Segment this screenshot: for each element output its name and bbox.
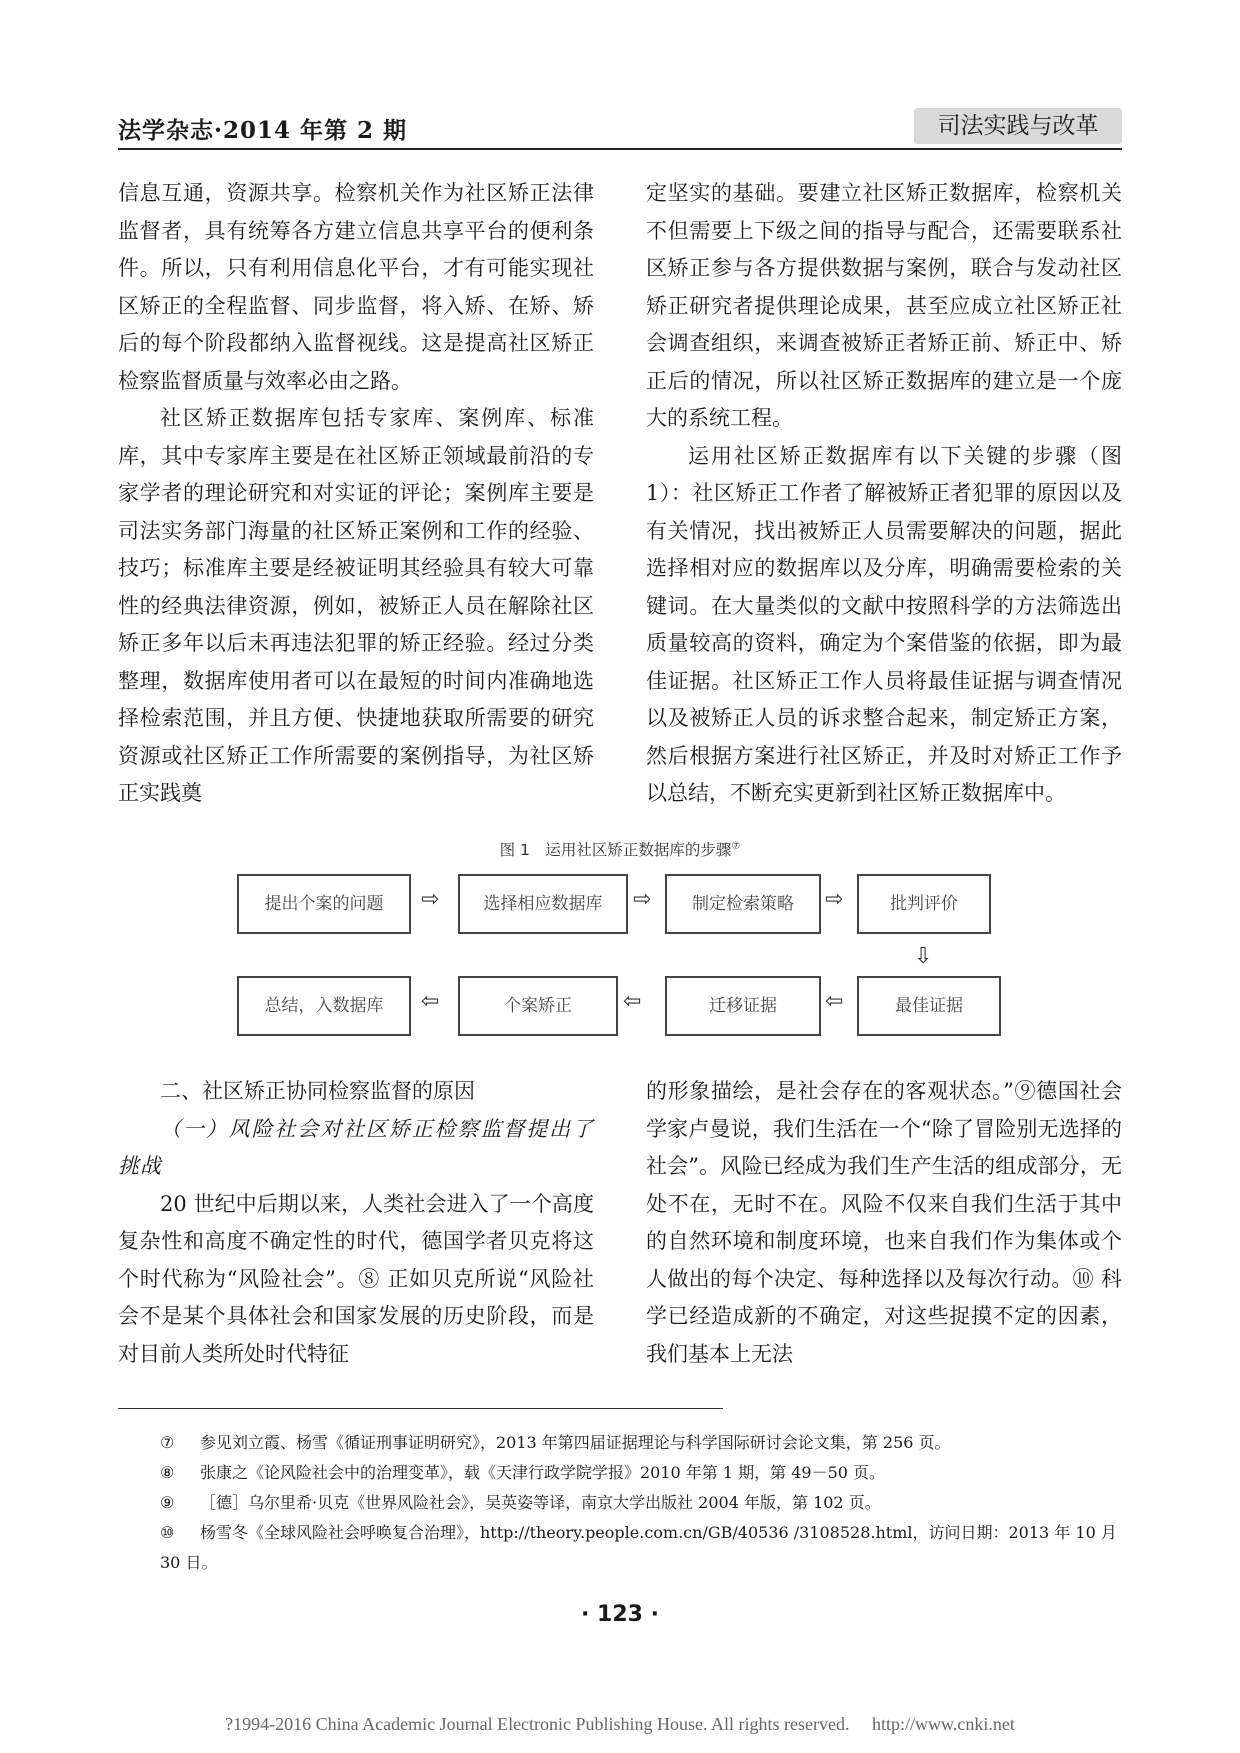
running-header: [118, 108, 1122, 148]
down-arrow-icon: ⇩: [914, 944, 933, 969]
footnote-number: ⑧: [160, 1463, 175, 1482]
footnote-number: ⑦: [160, 1433, 175, 1452]
footnote-divider: [118, 1408, 723, 1409]
left-arrow-icon: ⇦: [421, 989, 440, 1014]
section-label: 司法实践与改革: [914, 108, 1122, 144]
section-heading: 二、社区矫正协同检察监督的原因: [160, 1079, 475, 1103]
footnotes: [118, 1428, 1122, 1578]
footnote: [118, 1428, 1122, 1458]
page-number: · 123 ·: [581, 1602, 659, 1627]
column-bottom-right: [646, 1073, 1122, 1373]
paragraph: 运用社区矫正数据库有以下关键的步骤（图 1）：社区矫正工作者了解被矫正者犯罪的原因以及有关情况，找出被矫正人员需要解决的问题，据此选择相对应的数据库以及分库，明确需要检索的关键词。在大量类似的文献中按照科学的方法筛选出质量较高的资料，确定为个案借鉴的依据，即为最佳证据。社区矫正工作人员将最佳证据与调查情况以及被矫正人员的诉求整合起来，制定矫正方案，然后根据方案进行社区矫正，并及时对矫正工作予以总结，不断充实更新到社区矫正数据库中。: [646, 443, 1122, 805]
column-top-left: [118, 175, 594, 813]
footnote-ref: ⑦: [731, 840, 741, 852]
right-arrow-icon: ⇨: [421, 887, 440, 912]
left-arrow-icon: ⇦: [623, 989, 642, 1014]
flow-step-critical-appraisal: 批判评价: [857, 874, 991, 934]
copyright-notice: ?1994-2016 China Academic Journal Electronic Publishing House. All rights reserved. http://www.cnki.net: [225, 1714, 1015, 1734]
flow-step-summarize: 总结，入数据库: [237, 976, 411, 1036]
subsection-heading: （一）风险社会对社区矫正检察监督提出了挑战: [118, 1116, 594, 1178]
footnote: [118, 1458, 1122, 1488]
paragraph: 20 世纪中后期以来，人类社会进入了一个高度复杂性和高度不确定性的时代，德国学者贝克将这个时代称为“风险社会”。⑧ 正如贝克所说“风险社会不是某个具体社会和国家发展的历史阶段，而是对目前人类所处时代特征: [118, 1191, 594, 1366]
paragraph: 信息互通，资源共享。检察机关作为社区矫正法律监督者，具有统筹各方建立信息共享平台的便利条件。所以，只有利用信息化平台，才有可能实现社区矫正的全程监督、同步监督，将入矫、在矫、矫后的每个阶段都纳入监督视线。这是提高社区矫正检察监督质量与效率必由之路。: [118, 181, 594, 393]
figure-caption-text: 图 1 运用社区矫正数据库的步骤: [499, 841, 732, 859]
footnote-number: ⑩: [160, 1523, 175, 1542]
flow-step-transfer-evidence: 迁移证据: [665, 976, 821, 1036]
paragraph: 的形象描绘，是社会存在的客观状态。”⑨德国社会学家卢曼说，我们生活在一个“除了冒险别无选择的社会”。风险已经成为我们生产生活的组成部分，无处不在，无时不在。风险不仅来自我们生活于其中的自然环境和制度环境，也来自我们作为集体或个人做出的每个决定、每种选择以及每次行动。⑩ 科学已经造成新的不确定，对这些捉摸不定的因素，我们基本上无法: [646, 1079, 1122, 1366]
paragraph: 社区矫正数据库包括专家库、案例库、标准库，其中专家库主要是在社区矫正领域最前沿的专家学者的理论研究和对实证的评论；案例库主要是司法实务部门海量的社区矫正案例和工作的经验、技巧；标准库主要是经被证明其经验具有较大可靠性的经典法律资源，例如，被矫正人员在解除社区矫正多年以后未再违法犯罪的矫正经验。经过分类整理，数据库使用者可以在最短的时间内准确地选择检索范围，并且方便、快捷地获取所需要的研究资源或社区矫正工作所需要的案例指导，为社区矫正实践奠: [118, 406, 594, 805]
flow-step-case-correction: 个案矫正: [458, 976, 618, 1036]
header-divider: [118, 148, 1122, 150]
journal-issue: 法学杂志·2014 年第 2 期: [118, 117, 408, 144]
footnote: [118, 1518, 1122, 1578]
column-bottom-left: [118, 1073, 594, 1373]
footnote-text: 张康之《论风险社会中的治理变革》，载《天津行政学院学报》2010 年第 1 期，第 49－50 页。: [200, 1463, 886, 1482]
right-arrow-icon: ⇨: [825, 887, 844, 912]
column-top-right: [646, 175, 1122, 813]
footnote: [118, 1488, 1122, 1518]
footnote-text: 参见刘立霞、杨雪《循证刑事证明研究》，2013 年第四届证据理论与科学国际研讨会论文集，第 256 页。: [200, 1433, 951, 1452]
flow-step-best-evidence: 最佳证据: [857, 976, 1001, 1036]
footnote-number: ⑨: [160, 1493, 175, 1512]
flow-step-search-strategy: 制定检索策略: [665, 874, 821, 934]
paragraph: 定坚实的基础。要建立社区矫正数据库，检察机关不但需要上下级之间的指导与配合，还需要联系社区矫正参与各方提供数据与案例，联合与发动社区矫正研究者提供理论成果，甚至应成立社区矫正社会调查组织，来调查被矫正者矫正前、矫正中、矫正后的情况，所以社区矫正数据库的建立是一个庞大的系统工程。: [646, 181, 1122, 430]
flow-step-select-database: 选择相应数据库: [458, 874, 628, 934]
figure-caption: [0, 838, 1240, 860]
footnote-text: ［德］乌尔里希·贝克《世界风险社会》，吴英姿等译，南京大学出版社 2004 年版，第 102 页。: [200, 1493, 881, 1512]
flow-step-propose-question: 提出个案的问题: [237, 874, 411, 934]
right-arrow-icon: ⇨: [633, 887, 652, 912]
footnote-text: 杨雪冬《全球风险社会呼唤复合治理》，http://theory.people.com.cn/GB/40536 /3108528.html，访问日期：2013 年 10 月 30 日。: [160, 1523, 1117, 1572]
left-arrow-icon: ⇦: [825, 989, 844, 1014]
